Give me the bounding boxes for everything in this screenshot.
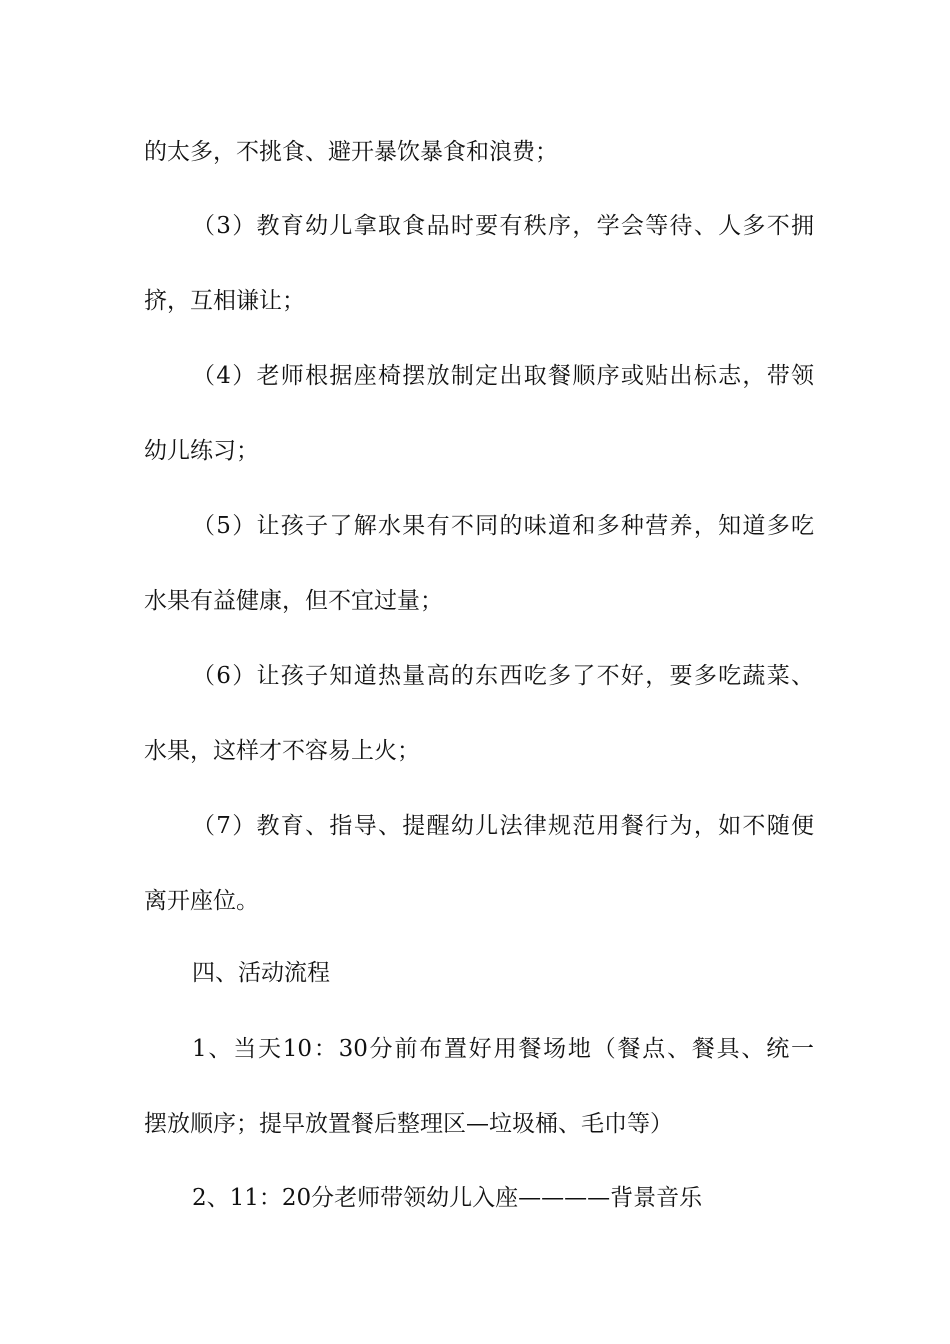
text-line-10: （7）教育、指导、提醒幼儿法律规范用餐行为，如不随便 bbox=[192, 813, 814, 839]
section-heading: 四、活动流程 bbox=[192, 960, 330, 986]
text-line-15: 2、11：20分老师带领幼儿入座————背景音乐 bbox=[192, 1185, 703, 1211]
text-line-3: 挤，互相谦让； bbox=[144, 288, 305, 314]
text-line-14: 摆放顺序；提早放置餐后整理区—垃圾桶、毛巾等） bbox=[144, 1111, 673, 1137]
text-line-6: （5）让孩子了解水果有不同的味道和多种营养，知道多吃 bbox=[192, 513, 814, 539]
text-line-5: 幼儿练习； bbox=[144, 438, 259, 464]
text-line-4: （4）老师根据座椅摆放制定出取餐顺序或贴出标志，带领 bbox=[192, 363, 814, 389]
text-line-7: 水果有益健康，但不宜过量； bbox=[144, 588, 443, 614]
text-line-9: 水果，这样才不容易上火； bbox=[144, 738, 420, 764]
text-line-13: 1、当天10：30分前布置好用餐场地（餐点、餐具、统一 bbox=[192, 1036, 814, 1062]
text-line-1: 的太多，不挑食、避开暴饮暴食和浪费； bbox=[144, 139, 558, 165]
text-line-2: （3）教育幼儿拿取食品时要有秩序，学会等待、人多不拥 bbox=[192, 213, 814, 239]
text-line-11: 离开座位。 bbox=[144, 888, 259, 914]
text-line-8: （6）让孩子知道热量高的东西吃多了不好，要多吃蔬菜、 bbox=[192, 663, 814, 689]
